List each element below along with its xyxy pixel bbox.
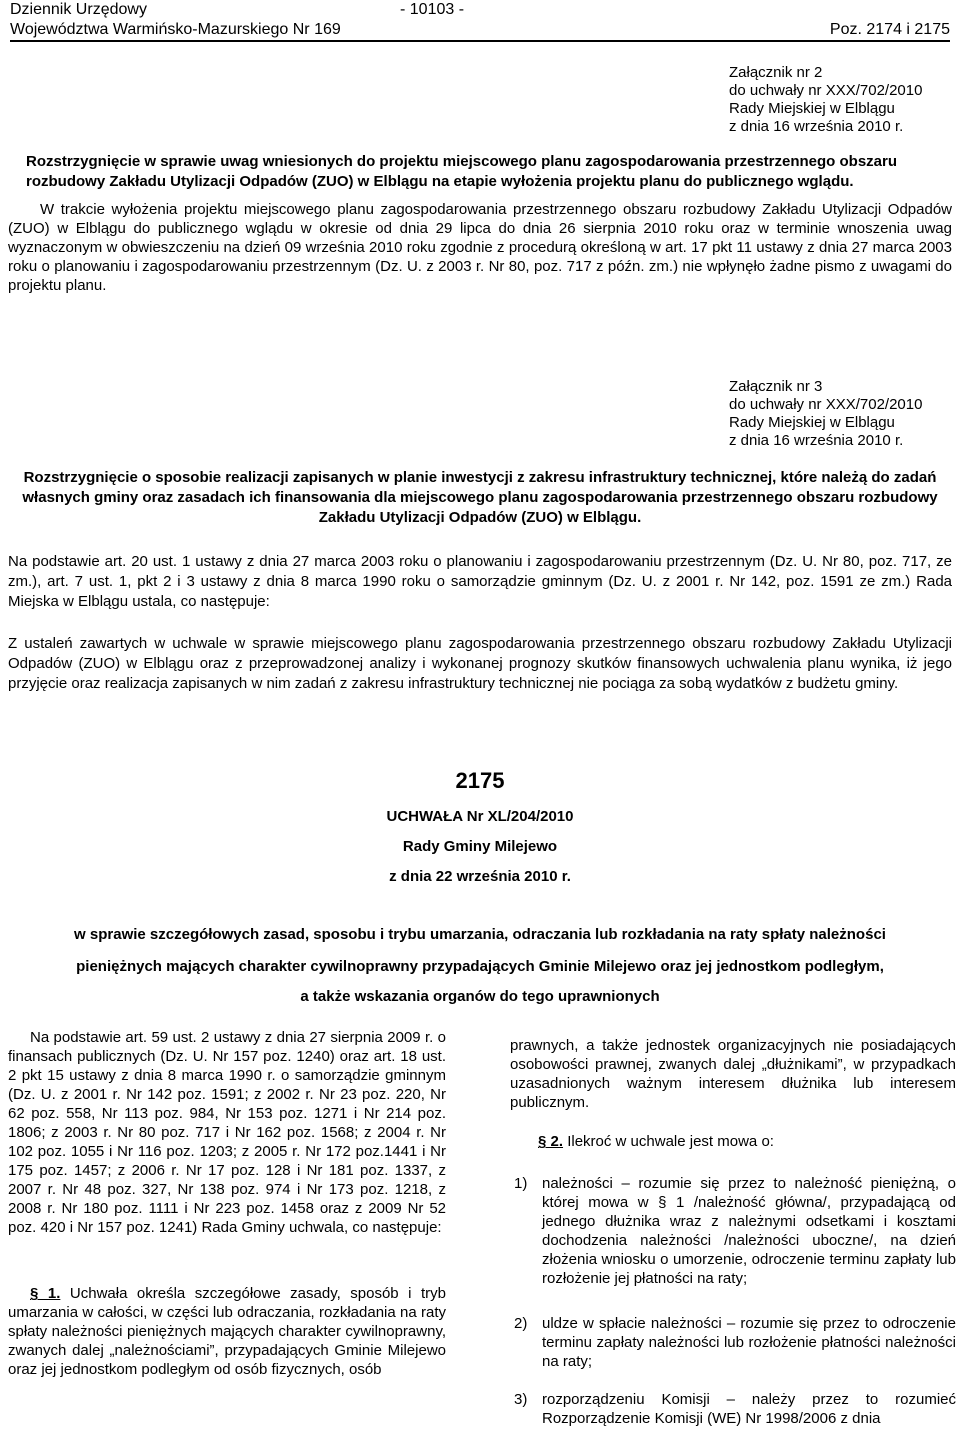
annex2-line: do uchwały nr XXX/702/2010 (729, 82, 923, 99)
resolution-date: z dnia 22 września 2010 r. (389, 868, 571, 885)
resolution-subject-line: a także wskazania organów do tego uprawnionych (300, 988, 660, 1005)
definition-number: 3) (514, 1391, 528, 1408)
annex3-line: do uchwały nr XXX/702/2010 (729, 396, 923, 413)
legal-basis: Na podstawie art. 59 ust. 2 ustawy z dnia 27 sierpnia 2009 r. o finansach publicznych (Dz. U. Nr 157 poz. 1240) oraz art. 18 ust. 2 pkt 15 ustawy z dnia 8 marca 1990 r. o samorządzie gminnym (Dz. U. z 2001 r. Nr 142 poz. 1591; z 2002 r. Nr 23 poz. 220, Nr 62 poz. 558, Nr 113 poz. 984, Nr 153 poz. 1271 i Nr 214 poz. 1806; z 2003 r. Nr 80 poz. 717 i Nr 162 poz. 1568; z 2004 r. Nr 102 poz. 1055 i Nr 116 poz. 1203; z 2005 r. Nr 172 poz.1441 i Nr 175 poz. 1457; z 2006 r. Nr 17 poz. 128 i Nr 181 poz. 1337, z 2007 r. Nr 48 poz. 327, Nr 138 poz. 974 i Nr 173 poz. 1218, z 2008 r. Nr 180 poz. 1111 i Nr 223 poz. 1458 oraz z 2009 Nr 52 poz. 420 i Nr 157 poz. 1241) Rada Gminy uchwala, co następuje: (8, 1029, 446, 1236)
resolution-subject-line: w sprawie szczegółowych zasad, sposobu i trybu umarzania, odraczania lub rozkładania na raty spłaty należności (74, 926, 886, 943)
annex3-basis (8, 552, 952, 612)
annex2-line: Rady Miejskiej w Elblągu (729, 100, 895, 117)
journal-title: Dziennik Urzędowy (10, 1, 147, 18)
paragraph-2-text: Ilekroć w uchwale jest mowa o: (567, 1133, 774, 1150)
annex3-line: Rady Miejskiej w Elblągu (729, 414, 895, 431)
journal-region: Województwa Warmińsko-Mazurskiego Nr 169 (10, 21, 341, 38)
annex2-body-text: W trakcie wyłożenia projektu miejscowego planu zagospodarowania przestrzennego obszaru rozbudowy Zakładu Utylizacji Odpadów (ZUO) w Elblągu do publicznego wglądu w okresie od dnia 29 lipca do dnia 26 sierpnia 2010 roku oraz w terminie wnoszenia uwag wyznaczonym w obwieszczeniu na dzień 09 września 2010 roku zgodnie z procedurą określoną w art. 17 pkt 11 ustawy z dnia 27 marca 2003 roku o planowaniu i zagospodarowaniu przestrzennym (Dz. U. z 2003 r. Nr 80, poz. 717 z późn. zm.) nie wpłynęło żadne pismo z uwagami do projektu planu. (8, 201, 952, 294)
annex3-line: Załącznik nr 3 (729, 378, 823, 395)
paragraph-1-text: Uchwała określa szczegółowe zasady, sposób i tryb umarzania w całości, w części lub odraczania, rozkładania na raty spłaty należności pieniężnych mających charakter cywilnoprawny, zwanych dalej „należnościami”, przypadających Gminie Milejewo oraz jej jednostkom podległym od osób fizycznych, osób (8, 1285, 446, 1378)
definition-text: należności – rozumie się przez to należność pieniężną, o której mowa w § 1 /należność główna/, przypadającą od jednego dłużnika wraz z należnymi odsetkami i kosztami dochodzenia należności /należności uboczne/, na dzień złożenia wniosku o umorzenie, odroczenie terminu zapłaty lub rozłożenie jej płatności na raty; (542, 1175, 956, 1287)
page-number: - 10103 - (400, 1, 465, 18)
definition-item (514, 1174, 956, 1288)
annex3-reference (729, 378, 922, 450)
annex3-line: z dnia 16 września 2010 r. (729, 432, 904, 449)
annex3-basis-text: Na podstawie art. 20 ust. 1 ustawy z dnia 27 marca 2003 roku o planowaniu i zagospodarowaniu przestrzennym (Dz. U. Nr 80, poz. 717, ze zm.), art. 7 ust. 1, pkt 2 i 3 ustawy z dnia 8 marca 1990 roku o samorządzie gminnym (Dz. U. z 2001 r. Nr 142, poz. 1591 ze zm.) Rada Miejska w Elblągu ustala, co następuje: (8, 553, 952, 610)
definition-number: 2) (514, 1315, 528, 1332)
annex2-title: Rozstrzygnięcie w sprawie uwag wniesionych do projektu miejscowego planu zagospodarowania przestrzennego obszaru rozbudowy Zakładu Utylizacji Odpadów (ZUO) w Elblągu na etapie wyłożenia projektu planu do publicznego wglądu. (26, 153, 898, 190)
definition-text: rozporządzeniu Komisji – należy przez to rozumieć Rozporządzenie Komisji (WE) Nr 1998/2006 z dnia (542, 1391, 956, 1427)
right-column-intro: prawnych, a także jednostek organizacyjnych nie posiadających osobowości prawnej, zwanych dalej „dłużnikami”, w przypadkach uzasadnionych ważnym interesem dłużnika lub interesem publicznym. (510, 1037, 956, 1111)
paragraph-2 (510, 1132, 956, 1151)
resolution-title: UCHWAŁA Nr XL/204/2010 (386, 808, 574, 825)
resolution-council: Rady Gminy Milejewo (402, 838, 558, 855)
definition-item (514, 1314, 956, 1371)
paragraph-1-label: § 1. (30, 1285, 61, 1302)
position-numbers: Poz. 2174 i 2175 (829, 21, 950, 38)
annex2-line: Załącznik nr 2 (729, 64, 823, 81)
annex2-body (8, 200, 952, 295)
annex3-body-text: Z ustaleń zawartych w uchwale w sprawie miejscowego planu zagospodarowania przestrzennego obszaru rozbudowy Zakładu Utylizacji Odpadów (ZUO) w Elblągu oraz z przeprowadzonej analizy i wykonanej prognozy skutków finansowych uchwalenia planu wynika, iż jego przyjęcie oraz realizacja zapisanych w nim zadań z zakresu infrastruktury technicznej nie pociąga za sobą wydatków z budżetu gminy. (8, 635, 952, 692)
definition-item (514, 1390, 956, 1428)
annex2-line: z dnia 16 września 2010 r. (729, 118, 904, 135)
annex3-title: Rozstrzygnięcie o sposobie realizacji zapisanych w planie inwestycji z zakresu infrastruktury technicznej, które należą do zadań własnych gminy oraz zasadach ich finansowania dla miejscowego planu zagospodarowania przestrzennego obszaru rozbudowy Zakładu Utylizacji Odpadów (ZUO) w Elblągu. (22, 469, 938, 526)
paragraph-2-label: § 2. (538, 1133, 564, 1150)
definition-text: uldze w spłacie należności – rozumie się przez to odroczenie terminu zapłaty należności lub rozłożenie płatności należności na raty; (542, 1315, 956, 1370)
annex3-body (8, 634, 952, 694)
page-header (10, 0, 950, 42)
annex2-reference (729, 64, 922, 136)
resolution-subject-line: pieniężnych mających charakter cywilnoprawny przypadających Gminie Milejewo oraz jej jednostkom podległym, (76, 958, 884, 975)
definition-number: 1) (514, 1175, 528, 1192)
resolution-number: 2175 (455, 768, 505, 793)
paragraph-1 (8, 1284, 446, 1379)
